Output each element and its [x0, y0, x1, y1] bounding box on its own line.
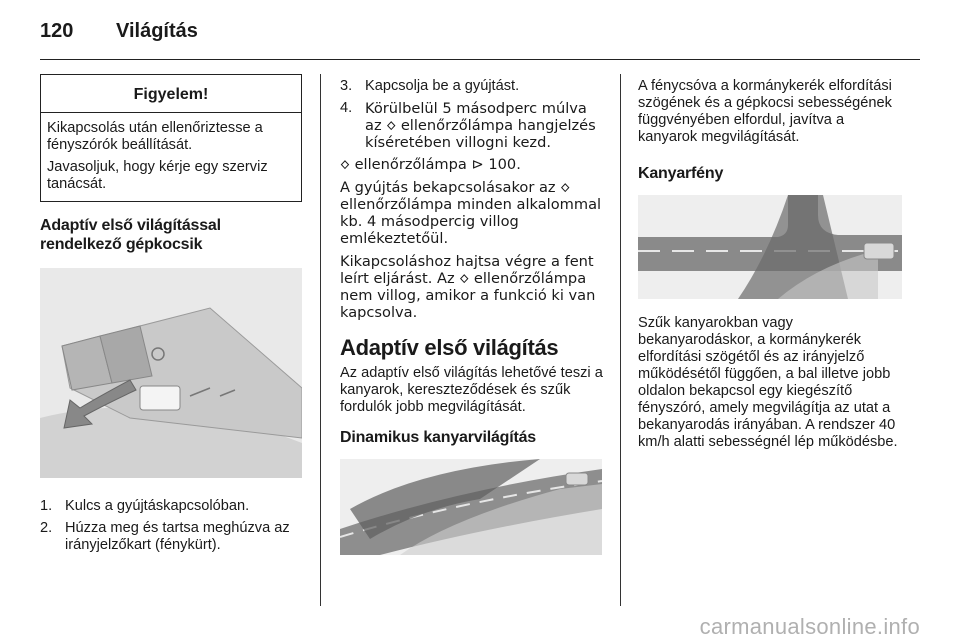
list-item: [340, 78, 604, 95]
section-heading: Adaptív első világítás: [340, 335, 559, 360]
step-text: Körülbelül 5 másodperc múlva az 🝔 ellenőrzőlámpa hangjelzés kíséretében villogni kezd.: [365, 100, 596, 151]
warning-body: [41, 113, 301, 201]
warning-paragraph: Kikapcsolás után ellenőriztesse a fényszórók beállítását.: [47, 120, 263, 153]
cornering-light-illustration: [638, 195, 902, 299]
watermark: carmanualsonline.info: [699, 614, 920, 639]
paragraph: Szűk kanyarokban vagy bekanyarodáskor, a kormánykerék elfordítási szögétől és az irányjelző működésétől függően, a bal illetve jobb oldalon bekapcsol egy kiegészítő fényszóró, amely megvilágítja az utat a bekanyarodás irányában. A rendszer 40 km/h alatti sebességnél lép működésbe.: [638, 315, 898, 450]
paragraph: Kikapcsoláshoz hajtsa végre a fent leírt eljárást. Az 🝔 ellenőrzőlámpa nem villog, amikor a funkció ki van kapcsolva.: [340, 253, 596, 321]
dynamic-curve-light-illustration: [340, 459, 602, 555]
step-number: 4.: [340, 100, 353, 116]
list-item: [340, 100, 604, 151]
step-text: Kulcs a gyújtáskapcsolóban.: [65, 498, 250, 514]
turn-signal-lever-image: [40, 268, 302, 478]
paragraph: A fénycsóva a kormánykerék elfordítási szögének és a gépkocsi sebességének függvényében elfordul, javítva a kanyarok megvilágítását.: [638, 78, 892, 145]
list-item: [40, 520, 302, 554]
step-number: 3.: [340, 78, 353, 94]
paragraph: 🝔 ellenőrzőlámpa ⊳ 100.: [340, 156, 521, 173]
page-number: 120: [40, 20, 74, 42]
section-heading: Adaptív első világítással rendelkező gépkocsik: [40, 217, 221, 253]
paragraph: A gyújtás bekapcsolásakor az 🝔 ellenőrzőlámpa minden alkalommal kb. 4 másodpercig villog emlékeztetőül.: [340, 179, 602, 247]
warning-box: [40, 74, 302, 202]
step-number: 2.: [40, 520, 53, 536]
subsection-heading: Kanyarfény: [638, 165, 724, 182]
intersection-road-image: [638, 195, 902, 299]
page-header: [40, 20, 198, 50]
header-divider: [40, 59, 920, 60]
step-text: Húzza meg és tartsa meghúzva az irányjelzőkart (fénykürt).: [65, 520, 290, 553]
warning-paragraph: Javasoljuk, hogy kérje egy szerviz tanácsát.: [47, 159, 268, 192]
lever-illustration: [40, 268, 302, 478]
list-item: [40, 498, 302, 515]
column-divider: [320, 74, 321, 606]
column-middle: [340, 74, 604, 555]
curve-road-image: [340, 459, 602, 555]
column-divider: [620, 74, 621, 606]
page-title: Világítás: [116, 20, 198, 42]
paragraph: Az adaptív első világítás lehetővé teszi a kanyarok, kereszteződések és szűk fordulók jobb megvilágítását.: [340, 365, 603, 415]
warning-title: Figyelem!: [41, 75, 301, 113]
instruction-list: [340, 78, 604, 151]
instruction-list: [40, 498, 302, 554]
subsection-heading: Dinamikus kanyarvilágítás: [340, 429, 536, 446]
column-right: [638, 74, 904, 457]
step-text: Kapcsolja be a gyújtást.: [365, 78, 520, 94]
column-left: [40, 74, 302, 559]
step-number: 1.: [40, 498, 53, 514]
